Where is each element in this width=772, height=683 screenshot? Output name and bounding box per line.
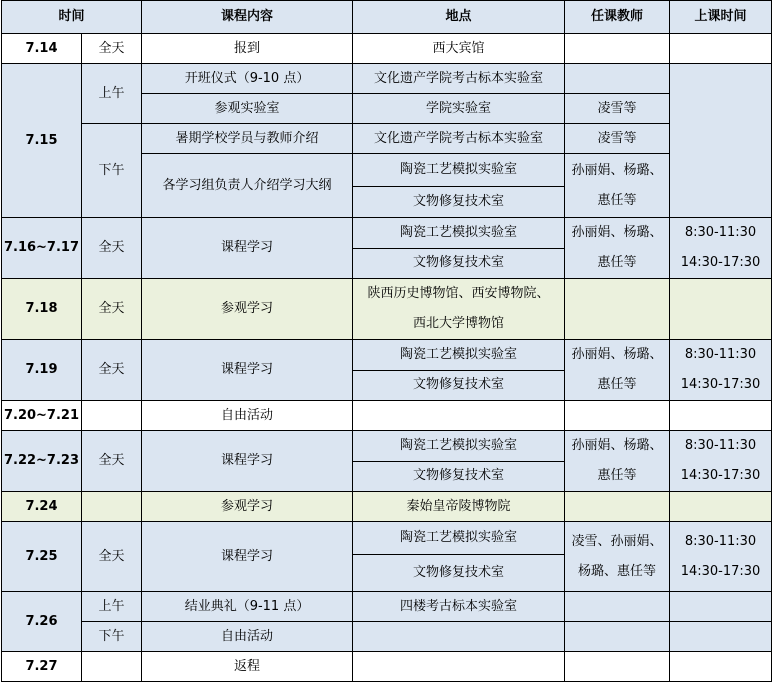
place-line: 西北大学博物馆 — [413, 316, 505, 331]
teacher-line: 惠任等 — [597, 255, 637, 270]
place-cell — [353, 622, 565, 652]
date-cell: 7.15 — [2, 64, 82, 218]
period-cell: 全天 — [82, 218, 142, 279]
schedule-table — [1, 0, 772, 682]
date-cell: 7.27 — [2, 652, 82, 682]
teacher-cell — [565, 522, 670, 592]
hours-cell — [670, 218, 772, 279]
content-cell: 返程 — [142, 652, 353, 682]
header-content: 课程内容 — [142, 1, 353, 34]
table-row — [2, 492, 772, 522]
teacher-line: 凌雪、孙丽娟、 — [571, 533, 663, 549]
teacher-line: 孙丽娟、杨璐、 — [571, 162, 663, 178]
teacher-cell: 凌雪等 — [565, 124, 670, 154]
hours-cell — [670, 340, 772, 401]
teacher-line: 惠任等 — [597, 468, 637, 483]
place-cell: 陶瓷工艺模拟实验室 — [353, 522, 565, 555]
hours-cell — [670, 492, 772, 522]
date-cell: 7.19 — [2, 340, 82, 401]
teacher-cell — [565, 492, 670, 522]
place-cell — [353, 279, 565, 340]
content-cell: 参观实验室 — [142, 94, 353, 124]
table-row — [2, 401, 772, 431]
table-row — [2, 279, 772, 340]
teacher-cell — [565, 592, 670, 622]
hours-cell — [670, 522, 772, 592]
teacher-cell — [565, 64, 670, 94]
place-line: 陕西历史博物馆、西安博物院、 — [367, 286, 550, 301]
content-cell: 课程学习 — [142, 431, 353, 492]
place-cell — [353, 652, 565, 682]
date-cell: 7.14 — [2, 34, 82, 64]
content-cell: 自由活动 — [142, 401, 353, 431]
place-cell: 陶瓷工艺模拟实验室 — [353, 154, 565, 187]
place-cell: 四楼考古标本实验室 — [353, 592, 565, 622]
table-row — [2, 124, 772, 154]
content-cell: 课程学习 — [142, 522, 353, 592]
teacher-cell — [565, 401, 670, 431]
header-hours: 上课时间 — [670, 1, 772, 34]
table-row — [2, 522, 772, 555]
place-cell — [353, 401, 565, 431]
header-place: 地点 — [353, 1, 565, 34]
date-cell: 7.18 — [2, 279, 82, 340]
hours-line: 14:30-17:30 — [680, 468, 761, 483]
place-cell: 陶瓷工艺模拟实验室 — [353, 218, 565, 249]
period-cell: 全天 — [82, 279, 142, 340]
hours-line: 8:30-11:30 — [684, 347, 757, 362]
date-cell: 7.22~7.23 — [2, 431, 82, 492]
hours-line: 8:30-11:30 — [684, 438, 757, 453]
place-cell: 西大宾馆 — [353, 34, 565, 64]
table-row — [2, 652, 772, 682]
teacher-cell — [565, 622, 670, 652]
date-cell: 7.24 — [2, 492, 82, 522]
table-row — [2, 64, 772, 94]
content-cell: 参观学习 — [142, 492, 353, 522]
place-cell: 文物修复技术室 — [353, 461, 565, 492]
teacher-line: 孙丽娟、杨璐、 — [571, 225, 663, 240]
table-row — [2, 218, 772, 249]
table-row — [2, 340, 772, 371]
hours-cell — [670, 64, 772, 218]
teacher-cell — [565, 218, 670, 279]
period-cell-pm: 下午 — [82, 124, 142, 218]
teacher-cell — [565, 279, 670, 340]
table-row — [2, 34, 772, 64]
place-cell: 文物修复技术室 — [353, 370, 565, 401]
place-cell: 陶瓷工艺模拟实验室 — [353, 340, 565, 371]
hours-cell — [670, 592, 772, 622]
hours-cell — [670, 622, 772, 652]
header-row — [2, 1, 772, 34]
hours-cell — [670, 279, 772, 340]
hours-line: 14:30-17:30 — [680, 377, 761, 392]
header-teacher: 任课教师 — [565, 1, 670, 34]
content-cell: 自由活动 — [142, 622, 353, 652]
teacher-cell — [565, 431, 670, 492]
place-cell: 文物修复技术室 — [353, 187, 565, 218]
content-cell: 各学习组负责人介绍学习大纲 — [142, 154, 353, 218]
date-cell: 7.16~7.17 — [2, 218, 82, 279]
period-cell-pm: 下午 — [82, 622, 142, 652]
hours-line: 8:30-11:30 — [684, 225, 757, 240]
teacher-cell — [565, 652, 670, 682]
period-cell: 全天 — [82, 340, 142, 401]
content-cell: 结业典礼（9-11 点） — [142, 592, 353, 622]
teacher-line: 杨璐、惠任等 — [578, 563, 657, 579]
period-cell: 全天 — [82, 431, 142, 492]
content-cell: 课程学习 — [142, 218, 353, 279]
content-cell: 课程学习 — [142, 340, 353, 401]
hours-cell — [670, 401, 772, 431]
hours-cell — [670, 431, 772, 492]
content-cell: 参观学习 — [142, 279, 353, 340]
period-cell: 全天 — [82, 34, 142, 64]
content-cell: 报到 — [142, 34, 353, 64]
hours-line: 14:30-17:30 — [680, 563, 761, 579]
content-cell: 暑期学校学员与教师介绍 — [142, 124, 353, 154]
hours-cell — [670, 652, 772, 682]
hours-line: 8:30-11:30 — [684, 533, 757, 549]
period-cell-am: 上午 — [82, 64, 142, 124]
teacher-cell: 凌雪等 — [565, 94, 670, 124]
teacher-line: 惠任等 — [597, 192, 637, 208]
period-cell — [82, 492, 142, 522]
place-cell: 文物修复技术室 — [353, 248, 565, 279]
date-cell: 7.26 — [2, 592, 82, 652]
teacher-cell — [565, 340, 670, 401]
date-cell: 7.25 — [2, 522, 82, 592]
place-cell: 学院实验室 — [353, 94, 565, 124]
teacher-line: 孙丽娟、杨璐、 — [571, 347, 663, 362]
hours-cell — [670, 34, 772, 64]
header-time: 时间 — [2, 1, 142, 34]
table-row — [2, 592, 772, 622]
place-cell: 文化遗产学院考古标本实验室 — [353, 124, 565, 154]
content-cell: 开班仪式（9-10 点） — [142, 64, 353, 94]
period-cell — [82, 401, 142, 431]
teacher-cell — [565, 34, 670, 64]
period-cell-am: 上午 — [82, 592, 142, 622]
place-cell: 陶瓷工艺模拟实验室 — [353, 431, 565, 462]
table-row — [2, 431, 772, 462]
table-row — [2, 622, 772, 652]
place-cell: 秦始皇帝陵博物院 — [353, 492, 565, 522]
date-cell: 7.20~7.21 — [2, 401, 82, 431]
place-cell: 文物修复技术室 — [353, 555, 565, 592]
teacher-cell — [565, 154, 670, 218]
period-cell: 全天 — [82, 522, 142, 592]
place-cell: 文化遗产学院考古标本实验室 — [353, 64, 565, 94]
period-cell — [82, 652, 142, 682]
hours-line: 14:30-17:30 — [680, 255, 761, 270]
teacher-line: 孙丽娟、杨璐、 — [571, 438, 663, 453]
teacher-line: 惠任等 — [597, 377, 637, 392]
